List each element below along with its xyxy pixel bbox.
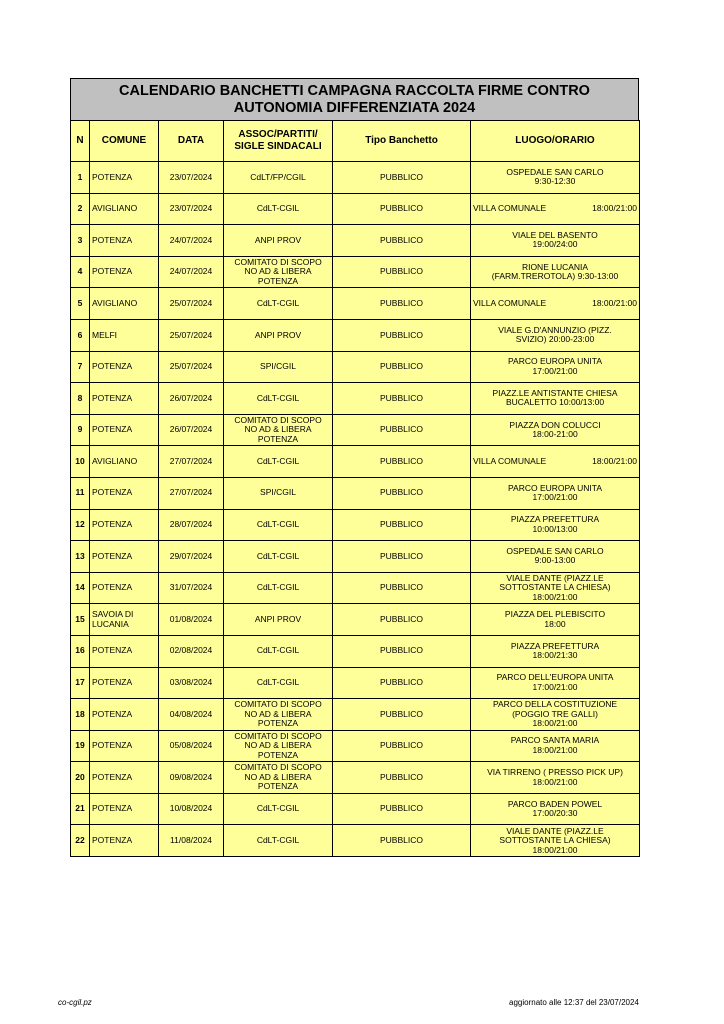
table-row bbox=[71, 730, 640, 762]
row-tipo: PUBBLICO bbox=[333, 604, 471, 636]
row-luogo-line: 17:00/21:00 bbox=[532, 492, 578, 503]
row-luogo-line: BUCALETTO 10:00/13:00 bbox=[505, 397, 605, 408]
table-row bbox=[71, 699, 640, 731]
row-tipo: PUBBLICO bbox=[333, 667, 471, 699]
row-number: 12 bbox=[71, 509, 90, 541]
row-assoc-line: COMITATO DI SCOPO bbox=[234, 730, 322, 741]
row-tipo: PUBBLICO bbox=[333, 509, 471, 541]
row-tipo: PUBBLICO bbox=[333, 572, 471, 604]
table-body bbox=[71, 162, 640, 857]
row-luogo-line: SOTTOSTANTE LA CHIESA) bbox=[499, 835, 611, 846]
row-luogo-line: 17:00/21:00 bbox=[532, 681, 578, 692]
row-data: 10/08/2024 bbox=[159, 793, 224, 825]
row-luogo-line: PIAZZA PREFETTURA bbox=[510, 640, 600, 651]
row-luogo-line: PIAZZA DON COLUCCI bbox=[509, 419, 601, 430]
row-assoc-line: ANPI PROV bbox=[254, 329, 302, 340]
row-luogo-line: 18:00/21:00 bbox=[532, 718, 578, 729]
row-luogo-split bbox=[471, 457, 639, 467]
row-assoc-line: NO AD & LIBERA bbox=[244, 424, 312, 435]
row-assoc bbox=[224, 225, 333, 257]
row-assoc bbox=[224, 635, 333, 667]
row-comune: POTENZA bbox=[90, 256, 159, 288]
table-row bbox=[71, 225, 640, 257]
row-luogo-split bbox=[471, 299, 639, 309]
header-assoc-line-1: ASSOC/PARTITI/ bbox=[238, 129, 318, 140]
row-comune: AVIGLIANO bbox=[90, 193, 159, 225]
calendar-sheet bbox=[70, 78, 639, 857]
row-assoc-line: CdLT-CGIL bbox=[256, 677, 300, 688]
row-assoc-line: CdLT-CGIL bbox=[256, 297, 300, 308]
row-number: 6 bbox=[71, 319, 90, 351]
table-row bbox=[71, 477, 640, 509]
row-luogo-line: 17:00/21:00 bbox=[532, 365, 578, 376]
row-assoc bbox=[224, 509, 333, 541]
row-data: 31/07/2024 bbox=[159, 572, 224, 604]
row-luogo bbox=[471, 793, 640, 825]
row-data: 01/08/2024 bbox=[159, 604, 224, 636]
row-tipo: PUBBLICO bbox=[333, 699, 471, 731]
row-number: 14 bbox=[71, 572, 90, 604]
row-tipo: PUBBLICO bbox=[333, 256, 471, 288]
row-comune: POTENZA bbox=[90, 667, 159, 699]
row-luogo-line: PIAZZA PREFETTURA bbox=[510, 514, 600, 525]
row-luogo-line: VILLA COMUNALE bbox=[473, 203, 547, 214]
row-assoc-line: NO AD & LIBERA bbox=[244, 708, 312, 719]
table-row bbox=[71, 193, 640, 225]
row-assoc-line: CdLT-CGIL bbox=[256, 645, 300, 656]
row-data: 11/08/2024 bbox=[159, 825, 224, 857]
row-comune: POTENZA bbox=[90, 793, 159, 825]
row-comune: POTENZA bbox=[90, 762, 159, 794]
row-assoc bbox=[224, 162, 333, 194]
row-assoc bbox=[224, 667, 333, 699]
row-comune: AVIGLIANO bbox=[90, 288, 159, 320]
row-luogo bbox=[471, 319, 640, 351]
row-tipo: PUBBLICO bbox=[333, 635, 471, 667]
row-luogo-line: VIALE DANTE (PIAZZ.LE bbox=[506, 825, 604, 836]
row-luogo-line: 19:00/24:00 bbox=[532, 239, 578, 250]
row-luogo bbox=[471, 193, 640, 225]
row-tipo: PUBBLICO bbox=[333, 225, 471, 257]
row-assoc bbox=[224, 446, 333, 478]
table-row bbox=[71, 319, 640, 351]
row-tipo: PUBBLICO bbox=[333, 762, 471, 794]
row-luogo bbox=[471, 477, 640, 509]
row-data: 28/07/2024 bbox=[159, 509, 224, 541]
table-row bbox=[71, 509, 640, 541]
row-comune: POTENZA bbox=[90, 414, 159, 446]
header-comune: COMUNE bbox=[90, 121, 159, 162]
row-luogo bbox=[471, 825, 640, 857]
row-number: 7 bbox=[71, 351, 90, 383]
row-luogo-line: 18:00/21:00 bbox=[592, 455, 637, 466]
row-luogo-line: PARCO SANTA MARIA bbox=[510, 735, 600, 746]
row-assoc-line: NO AD & LIBERA bbox=[244, 771, 312, 782]
row-luogo bbox=[471, 509, 640, 541]
row-data: 27/07/2024 bbox=[159, 446, 224, 478]
row-luogo bbox=[471, 730, 640, 762]
row-luogo bbox=[471, 414, 640, 446]
row-comune: POTENZA bbox=[90, 162, 159, 194]
row-luogo bbox=[471, 699, 640, 731]
row-luogo bbox=[471, 256, 640, 288]
row-number: 5 bbox=[71, 288, 90, 320]
table-row bbox=[71, 414, 640, 446]
row-assoc-line: POTENZA bbox=[257, 275, 299, 286]
row-assoc-line: NO AD & LIBERA bbox=[244, 266, 312, 277]
row-assoc bbox=[224, 572, 333, 604]
table-row bbox=[71, 351, 640, 383]
row-luogo-line: 10:00/13:00 bbox=[532, 523, 578, 534]
row-comune: POTENZA bbox=[90, 351, 159, 383]
row-assoc bbox=[224, 541, 333, 573]
row-number: 8 bbox=[71, 383, 90, 415]
row-comune: POTENZA bbox=[90, 730, 159, 762]
row-assoc-line: COMITATO DI SCOPO bbox=[234, 256, 322, 267]
row-comune: POTENZA bbox=[90, 825, 159, 857]
row-luogo-line: OSPEDALE SAN CARLO bbox=[506, 166, 604, 177]
header-tipo: Tipo Banchetto bbox=[333, 121, 471, 162]
row-number: 15 bbox=[71, 604, 90, 636]
row-luogo-line: PARCO EUROPA UNITA bbox=[508, 482, 602, 493]
row-luogo-line: VIA TIRRENO ( PRESSO PICK UP) bbox=[487, 767, 623, 778]
row-assoc-line: CdLT/FP/CGIL bbox=[250, 171, 306, 182]
row-number: 3 bbox=[71, 225, 90, 257]
row-assoc-line: POTENZA bbox=[257, 749, 299, 760]
row-luogo bbox=[471, 572, 640, 604]
row-assoc-line: CdLT-CGIL bbox=[256, 203, 300, 214]
row-comune: POTENZA bbox=[90, 225, 159, 257]
row-data: 26/07/2024 bbox=[159, 383, 224, 415]
row-assoc-line: CdLT-CGIL bbox=[256, 550, 300, 561]
row-assoc bbox=[224, 793, 333, 825]
row-assoc bbox=[224, 351, 333, 383]
row-assoc-line: CdLT-CGIL bbox=[256, 455, 300, 466]
row-tipo: PUBBLICO bbox=[333, 825, 471, 857]
sheet-title bbox=[70, 78, 639, 120]
row-luogo-line: 18:00/21:00 bbox=[532, 776, 578, 787]
row-assoc-line: ANPI PROV bbox=[254, 613, 302, 624]
row-assoc bbox=[224, 383, 333, 415]
row-tipo: PUBBLICO bbox=[333, 162, 471, 194]
row-data: 26/07/2024 bbox=[159, 414, 224, 446]
row-comune: AVIGLIANO bbox=[90, 446, 159, 478]
row-luogo-line: 18:00/21:00 bbox=[592, 203, 637, 214]
title-line-1: CALENDARIO BANCHETTI CAMPAGNA RACCOLTA FIRME CONTRO bbox=[119, 82, 590, 99]
table-row bbox=[71, 288, 640, 320]
row-data: 05/08/2024 bbox=[159, 730, 224, 762]
row-luogo bbox=[471, 162, 640, 194]
row-tipo: PUBBLICO bbox=[333, 730, 471, 762]
row-data: 23/07/2024 bbox=[159, 162, 224, 194]
row-luogo-line: PIAZZ.LE ANTISTANTE CHIESA bbox=[492, 387, 618, 398]
row-luogo-line: 18:00 bbox=[544, 618, 566, 629]
row-luogo bbox=[471, 667, 640, 699]
row-luogo bbox=[471, 383, 640, 415]
row-comune: SAVOIA DI LUCANIA bbox=[90, 604, 159, 636]
header-n: N bbox=[71, 121, 90, 162]
row-tipo: PUBBLICO bbox=[333, 351, 471, 383]
row-luogo-line: OSPEDALE SAN CARLO bbox=[506, 545, 604, 556]
row-luogo-line: 18:00/21:30 bbox=[532, 650, 578, 661]
row-number: 21 bbox=[71, 793, 90, 825]
table-row bbox=[71, 635, 640, 667]
row-luogo-line: 17:00/20:30 bbox=[532, 808, 578, 819]
row-number: 9 bbox=[71, 414, 90, 446]
row-assoc bbox=[224, 477, 333, 509]
row-assoc-line: COMITATO DI SCOPO bbox=[234, 699, 322, 710]
table-row bbox=[71, 793, 640, 825]
row-assoc bbox=[224, 604, 333, 636]
row-assoc-line: CdLT-CGIL bbox=[256, 582, 300, 593]
row-number: 17 bbox=[71, 667, 90, 699]
row-data: 25/07/2024 bbox=[159, 319, 224, 351]
row-data: 04/08/2024 bbox=[159, 699, 224, 731]
row-number: 11 bbox=[71, 477, 90, 509]
table-row bbox=[71, 446, 640, 478]
row-number: 18 bbox=[71, 699, 90, 731]
row-luogo-line: VILLA COMUNALE bbox=[473, 297, 547, 308]
row-luogo-line: VIALE G.D'ANNUNZIO (PIZZ. bbox=[498, 324, 612, 335]
row-luogo-line: (POGGIO TRE GALLI) bbox=[512, 708, 598, 719]
row-data: 25/07/2024 bbox=[159, 351, 224, 383]
row-tipo: PUBBLICO bbox=[333, 477, 471, 509]
row-luogo bbox=[471, 635, 640, 667]
row-assoc bbox=[224, 762, 333, 794]
row-assoc bbox=[224, 414, 333, 446]
row-data: 29/07/2024 bbox=[159, 541, 224, 573]
row-number: 4 bbox=[71, 256, 90, 288]
row-luogo-line: 9:00-13:00 bbox=[534, 555, 576, 566]
row-assoc-line: CdLT-CGIL bbox=[256, 803, 300, 814]
table-row bbox=[71, 383, 640, 415]
title-line-2: AUTONOMIA DIFFERENZIATA 2024 bbox=[233, 99, 476, 116]
table-row bbox=[71, 162, 640, 194]
table-row bbox=[71, 572, 640, 604]
row-luogo-line: SVIZIO) 20:00-23:00 bbox=[515, 334, 595, 345]
row-luogo-line: 18:00/21:00 bbox=[532, 591, 578, 602]
row-luogo-line: (FARM.TREROTOLA) 9:30-13:00 bbox=[491, 271, 619, 282]
row-assoc bbox=[224, 193, 333, 225]
row-assoc bbox=[224, 699, 333, 731]
row-comune: POTENZA bbox=[90, 541, 159, 573]
row-assoc-line: COMITATO DI SCOPO bbox=[234, 414, 322, 425]
row-luogo-line: PARCO DELL'EUROPA UNITA bbox=[496, 672, 614, 683]
row-number: 13 bbox=[71, 541, 90, 573]
row-assoc bbox=[224, 730, 333, 762]
row-assoc-line: POTENZA bbox=[257, 718, 299, 729]
row-luogo bbox=[471, 288, 640, 320]
row-comune: POTENZA bbox=[90, 699, 159, 731]
row-data: 03/08/2024 bbox=[159, 667, 224, 699]
row-luogo-split bbox=[471, 204, 639, 214]
header-assoc-line-2: SIGLE SINDACALI bbox=[234, 141, 322, 152]
row-luogo bbox=[471, 541, 640, 573]
row-comune: POTENZA bbox=[90, 509, 159, 541]
row-tipo: PUBBLICO bbox=[333, 288, 471, 320]
row-luogo-line: 18:00-21:00 bbox=[532, 429, 578, 440]
row-number: 22 bbox=[71, 825, 90, 857]
row-data: 25/07/2024 bbox=[159, 288, 224, 320]
row-luogo-line: 18:00/21:00 bbox=[592, 297, 637, 308]
row-tipo: PUBBLICO bbox=[333, 541, 471, 573]
row-assoc-line: COMITATO DI SCOPO bbox=[234, 762, 322, 773]
row-assoc-line: NO AD & LIBERA bbox=[244, 740, 312, 751]
row-number: 16 bbox=[71, 635, 90, 667]
row-number: 1 bbox=[71, 162, 90, 194]
calendar-table bbox=[70, 120, 640, 857]
footer-updated: aggiornato alle 12:37 del 23/07/2024 bbox=[509, 998, 639, 1007]
row-number: 10 bbox=[71, 446, 90, 478]
row-luogo-line: PARCO EUROPA UNITA bbox=[508, 356, 602, 367]
row-luogo-line: RIONE LUCANIA bbox=[521, 261, 589, 272]
row-number: 19 bbox=[71, 730, 90, 762]
row-luogo-line: PIAZZA DEL PLEBISCITO bbox=[504, 609, 606, 620]
row-tipo: PUBBLICO bbox=[333, 193, 471, 225]
row-luogo-line: PARCO DELLA COSTITUZIONE bbox=[492, 699, 618, 710]
row-assoc-line: POTENZA bbox=[257, 781, 299, 792]
row-luogo-line: 18:00/21:00 bbox=[532, 844, 578, 855]
row-assoc-line: CdLT-CGIL bbox=[256, 392, 300, 403]
row-tipo: PUBBLICO bbox=[333, 319, 471, 351]
table-row bbox=[71, 256, 640, 288]
row-data: 24/07/2024 bbox=[159, 225, 224, 257]
row-data: 09/08/2024 bbox=[159, 762, 224, 794]
row-comune: POTENZA bbox=[90, 635, 159, 667]
header-row bbox=[71, 121, 640, 162]
row-assoc bbox=[224, 256, 333, 288]
row-luogo bbox=[471, 351, 640, 383]
row-assoc-line: CdLT-CGIL bbox=[256, 519, 300, 530]
row-luogo-line: VIALE DEL BASENTO bbox=[512, 229, 598, 240]
row-luogo-line: PARCO BADEN POWEL bbox=[507, 798, 603, 809]
row-data: 02/08/2024 bbox=[159, 635, 224, 667]
row-assoc bbox=[224, 825, 333, 857]
row-comune: POTENZA bbox=[90, 477, 159, 509]
row-assoc-line: SPI/CGIL bbox=[260, 361, 296, 372]
row-assoc bbox=[224, 288, 333, 320]
header-assoc bbox=[224, 121, 333, 162]
header-luogo: LUOGO/ORARIO bbox=[471, 121, 640, 162]
row-comune: POTENZA bbox=[90, 572, 159, 604]
row-data: 23/07/2024 bbox=[159, 193, 224, 225]
row-assoc-line: SPI/CGIL bbox=[260, 487, 296, 498]
row-assoc-line: POTENZA bbox=[257, 433, 299, 444]
row-tipo: PUBBLICO bbox=[333, 383, 471, 415]
row-comune: POTENZA bbox=[90, 383, 159, 415]
row-assoc bbox=[224, 319, 333, 351]
row-luogo bbox=[471, 762, 640, 794]
row-tipo: PUBBLICO bbox=[333, 446, 471, 478]
row-tipo: PUBBLICO bbox=[333, 793, 471, 825]
row-luogo-line: 18:00/21:00 bbox=[532, 744, 578, 755]
row-luogo bbox=[471, 225, 640, 257]
row-comune: MELFI bbox=[90, 319, 159, 351]
row-tipo: PUBBLICO bbox=[333, 414, 471, 446]
row-assoc-line: CdLT-CGIL bbox=[256, 835, 300, 846]
row-luogo bbox=[471, 604, 640, 636]
row-data: 27/07/2024 bbox=[159, 477, 224, 509]
row-luogo-line: SOTTOSTANTE LA CHIESA) bbox=[499, 582, 611, 593]
header-data: DATA bbox=[159, 121, 224, 162]
row-luogo-line: VILLA COMUNALE bbox=[473, 455, 547, 466]
row-number: 20 bbox=[71, 762, 90, 794]
table-row bbox=[71, 604, 640, 636]
row-luogo-line: VIALE DANTE (PIAZZ.LE bbox=[506, 572, 604, 583]
table-row bbox=[71, 667, 640, 699]
row-number: 2 bbox=[71, 193, 90, 225]
footer-source: co-cgil.pz bbox=[58, 998, 92, 1007]
table-row bbox=[71, 541, 640, 573]
table-row bbox=[71, 762, 640, 794]
row-data: 24/07/2024 bbox=[159, 256, 224, 288]
row-luogo-line: 9:30-12:30 bbox=[534, 176, 576, 187]
row-luogo bbox=[471, 446, 640, 478]
row-assoc-line: ANPI PROV bbox=[254, 234, 302, 245]
table-row bbox=[71, 825, 640, 857]
